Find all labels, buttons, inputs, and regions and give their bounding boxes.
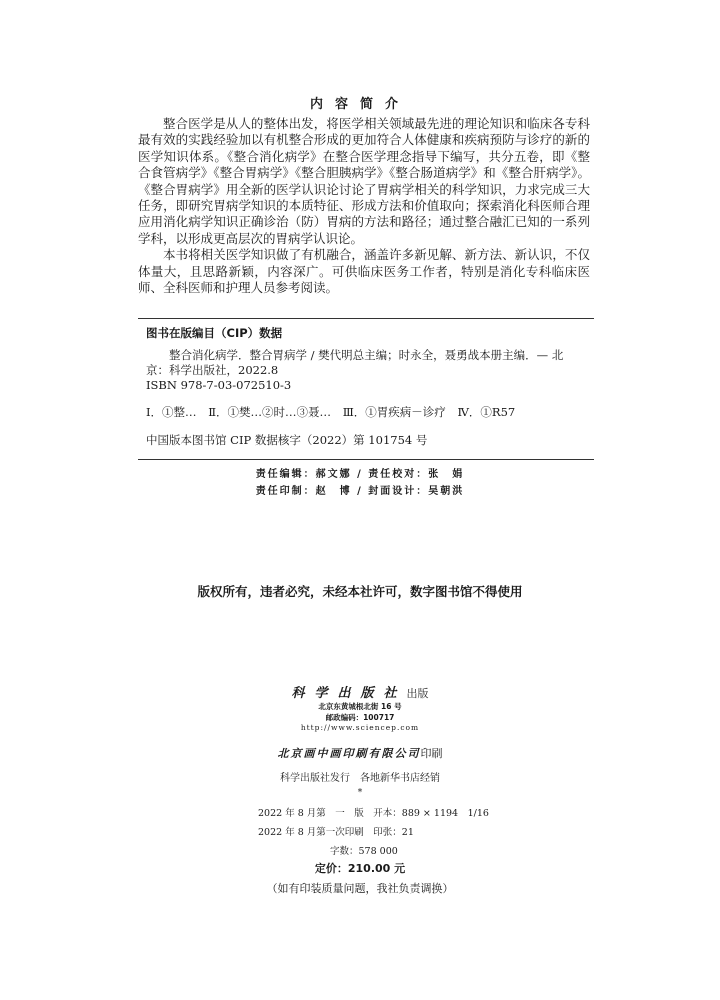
cip-top-rule xyxy=(138,318,594,319)
separator-star: * xyxy=(357,788,363,798)
cip-heading: 图书在版编目（CIP）数据 xyxy=(146,326,283,340)
printer-line xyxy=(0,745,720,761)
distribution-line: 科学出版社发行 各地新华书店经销 xyxy=(280,773,440,784)
cip-isbn: ISBN 978-7-03-072510-3 xyxy=(146,378,292,392)
cip-class-1: Ⅰ．①整… xyxy=(146,405,197,419)
word-count: 字数：578 000 xyxy=(330,846,398,857)
quality-note: （如有印装质量问题，我社负责调换） xyxy=(266,882,454,895)
summary-title: 内容简介 xyxy=(309,97,410,112)
summary-paragraph-2: 本书将相关医学知识做了有机融合，涵盖许多新见解、新方法、新认识，不仅体量大，且思路新颖，内容深广。可供临床医务工作者，特别是消化专科临床医师、全科医师和护理人员参考阅读。 xyxy=(138,247,590,296)
publisher-address: 北京东黄城根北街 16 号 xyxy=(318,702,402,711)
cip-description xyxy=(146,348,586,378)
cip-bottom-rule xyxy=(138,459,594,460)
publisher-line xyxy=(0,682,720,701)
printing-line: 2022 年 8 月第一次印刷 印张：21 xyxy=(258,827,414,838)
publisher-logo: 科学出版社 xyxy=(291,686,407,701)
copyright-notice: 版权所有，违者必究，未经本社许可，数字图书馆不得使用 xyxy=(197,584,523,599)
staff-line-production: 责任印制：赵 博 / 封面设计：吴朝洪 xyxy=(255,486,465,497)
cip-description-text: 整合消化病学．整合胃病学 / 樊代明总主编；时永全，聂勇战本册主编．— 北京：科学出版社，2022.8 xyxy=(146,348,564,377)
cip-class-3: Ⅲ．①胃疾病－诊疗 xyxy=(342,405,446,419)
publisher-suffix: 出版 xyxy=(406,687,429,700)
printer-logo: 北京画中画印刷有限公司 xyxy=(277,747,421,760)
publisher-url: http://www.sciencep.com xyxy=(300,723,420,732)
publisher-postcode: 邮政编码：100717 xyxy=(325,713,395,722)
cip-number: 中国版本图书馆 CIP 数据核字（2022）第 101754 号 xyxy=(146,433,428,447)
staff-line-editors: 责任编辑：郝文娜 / 责任校对：张 娟 xyxy=(255,469,465,480)
price: 定价：210.00 元 xyxy=(314,862,406,875)
cip-class-4: Ⅳ．①R57 xyxy=(457,405,516,419)
summary-text xyxy=(138,116,590,296)
cip-class-2: Ⅱ．①樊…②时…③聂… xyxy=(208,405,332,419)
summary-paragraph-1: 整合医学是从人的整体出发，将医学相关领域最先进的理论知识和临床各专科最有效的实践经验加以有机整合形成的更加符合人体健康和疾病预防与诊疗的新的医学知识体系。《整合消化病学》在整合医学理念指导下编写，共分五卷，即《整合食管病学》《整合胃病学》《整合胆胰病学》《整合肠道病学》和《整合肝病学》。《整合胃病学》用全新的医学认识论讨论了胃病学相关的科学知识，力求完成三大任务，即研究胃病学知识的本质特征、形成方法和价值取向；探索消化科医师合理应用消化病学知识正确诊治（防）胃病的方法和路径；通过整合融汇已知的一系列学科，以形成更高层次的胃病学认识论。 xyxy=(138,116,590,246)
printer-suffix: 印刷 xyxy=(420,747,443,760)
cip-classification xyxy=(146,405,586,420)
edition-line: 2022 年 8 月第 一 版 开本：889 × 1194 1/16 xyxy=(258,808,489,819)
